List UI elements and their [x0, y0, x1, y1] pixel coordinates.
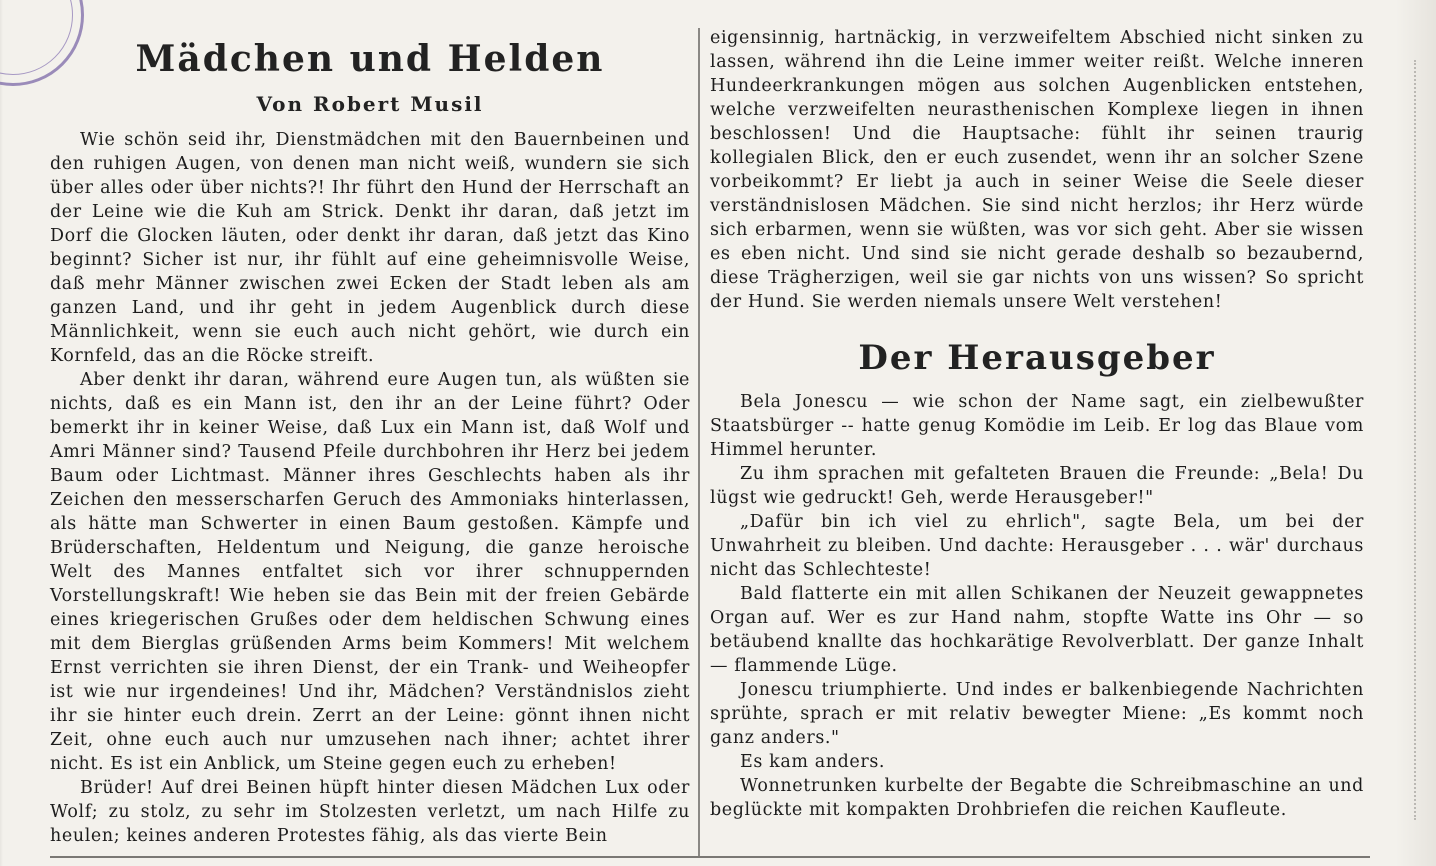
article-paragraph: Aber denkt ihr daran, während eure Augen tun, als wüßten sie nichts, daß es ein Mann ist, den ihr an der Leine führt? Oder bemerkt ihr in keiner Weise, daß Lux ein Mann ist, daß Wolf und Amri Männer sind? Tausend Pfeile durchbohren ihr Herz bei jedem Baum oder Lichtmast. Männer ihres Geschlechts haben als ihr Zeichen den messerscharfen Geruch des Ammoniaks hinterlassen, als hätte man Schwerter in einen Baum gestoßen. Kämpfe und Brüderschaften, Heldentum und Neigung, die ganze heroische Welt des Mannes entfaltet sich vor ihrer schnuppernden Vorstellungskraft! Wie heben sie das Bein mit der freien Gebärde eines kriegerischen Grußes oder dem heldischen Schwung eines mit dem Bierglas grüßenden Arms beim Kommers! Mit welchem Ernst verrichten sie ihren Dienst, der ein Trank- und Weiheopfer ist wie nur irgendeines! Und ihr, Mädchen? Verständnislos zieht ihr sie hinter euch drein. Zerrt an der Leine: gönnt ihnen nicht Zeit, ohne euch auch nur umzusehen nach ihner; achtet ihrer nicht. Es ist ein Anblick, um Steine gegen euch zu erheben! — [50, 370, 690, 774]
article-paragraph: „Dafür bin ich viel zu ehrlich", sagte Bela, um bei der Unwahrheit zu bleiben. Und dachte: Herausgeber . . . wär' durchaus nicht das Schlechteste! — [710, 512, 1364, 580]
article-paragraph-continued: eigensinnig, hartnäckig, in verzweifeltem Abschied nicht sinken zu lassen, während ihn die Leine immer weiter reißt. Welche inneren Hundeerkrankungen mögen aus solchen Augenblicken entstehen, welche verzweifelten neurasthenischen Komplexe liegen in ihnen beschlossen! Und die Hauptsache: fühlt ihr seinen traurig kollegialen Blick, den er euch zusendet, wenn ihr an solcher Szene vorbeikommt? Er liebt ja auch in seiner Weise die Seele dieser verständnislosen Mädchen. Sie sind nicht herzlos; ihr Herz würde sich erbarmen, wenn sie wüßten, was vor sich geht. Aber sie wissen es eben nicht. Und sind sie nicht gerade deshalb so bezaubernd, diese Trägherzigen, weil sie gar nichts von uns wissen? So spricht der Hund. Sie werden niemals unsere Welt verstehen! — [710, 28, 1364, 312]
page-edge-marks — [1414, 60, 1424, 820]
article-paragraph: Bald flatterte ein mit allen Schikanen der Neuzeit gewappnetes Organ auf. Wer es zur Hand nahm, stopfte Watte ins Ohr — so betäubend knallte das hochkarätige Revolverblatt. Der ganze Inhalt — flammende Lüge. — [710, 584, 1364, 676]
second-article-title: Der Herausgeber — [858, 338, 1216, 378]
left-column — [50, 30, 690, 848]
article-paragraph: Wonnetrunken kurbelte der Begabte die Schreibmaschine an und beglückte mit kompakten Drohbriefen die reichen Kaufleute. — [710, 776, 1364, 820]
bottom-rule — [50, 856, 1370, 858]
right-column — [710, 26, 1364, 822]
article-paragraph: Zu ihm sprachen mit gefalteten Brauen die Freunde: „Bela! Du lügst wie gedruckt! Geh, werde Herausgeber!" — [710, 464, 1364, 508]
column-divider — [698, 28, 700, 856]
article-paragraph: Wie schön seid ihr, Dienstmädchen mit den Bauernbeinen und den ruhigen Augen, von denen man nicht weiß, wundern sie sich über alles oder über nichts?! Ihr führt den Hund der Herrschaft an der Leine wie die Kuh am Strick. Denkt ihr daran, daß jetzt im Dorf die Glocken läuten, oder denkt ihr daran, daß jetzt das Kino beginnt? Sicher ist nur, ihr fühlt auf eine geheimnisvolle Weise, daß mehr Männer zwischen zwei Ecken der Stadt leben als am ganzen Land, und ihr geht in jedem Augenblick durch diese Männlichkeit, wenn sie euch auch nicht gehört, wie durch ein Kornfeld, das an die Röcke streift. — [50, 130, 690, 366]
article-paragraph: Es kam anders. — [740, 752, 886, 772]
article-title: Mädchen und Helden — [135, 38, 605, 80]
article-paragraph: Brüder! Auf drei Beinen hüpft hinter diesen Mädchen Lux oder Wolf; zu stolz, zu sehr im Stolzesten verletzt, um nach Hilfe zu heulen; keines anderen Protestes fähig, als das vierte Bein — [50, 778, 690, 846]
article-paragraph: Bela Jonescu — wie schon der Name sagt, ein zielbewußter Staatsbürger -- hatte genug Komödie im Leib. Er log das Blaue vom Himmel herunter. — [710, 392, 1364, 460]
article-byline: Von Robert Musil — [256, 92, 484, 116]
article-paragraph: Jonescu triumphierte. Und indes er balkenbiegende Nachrichten sprühte, sprach er mit relativ bewegter Miene: „Es kommt noch ganz anders." — [710, 680, 1364, 748]
